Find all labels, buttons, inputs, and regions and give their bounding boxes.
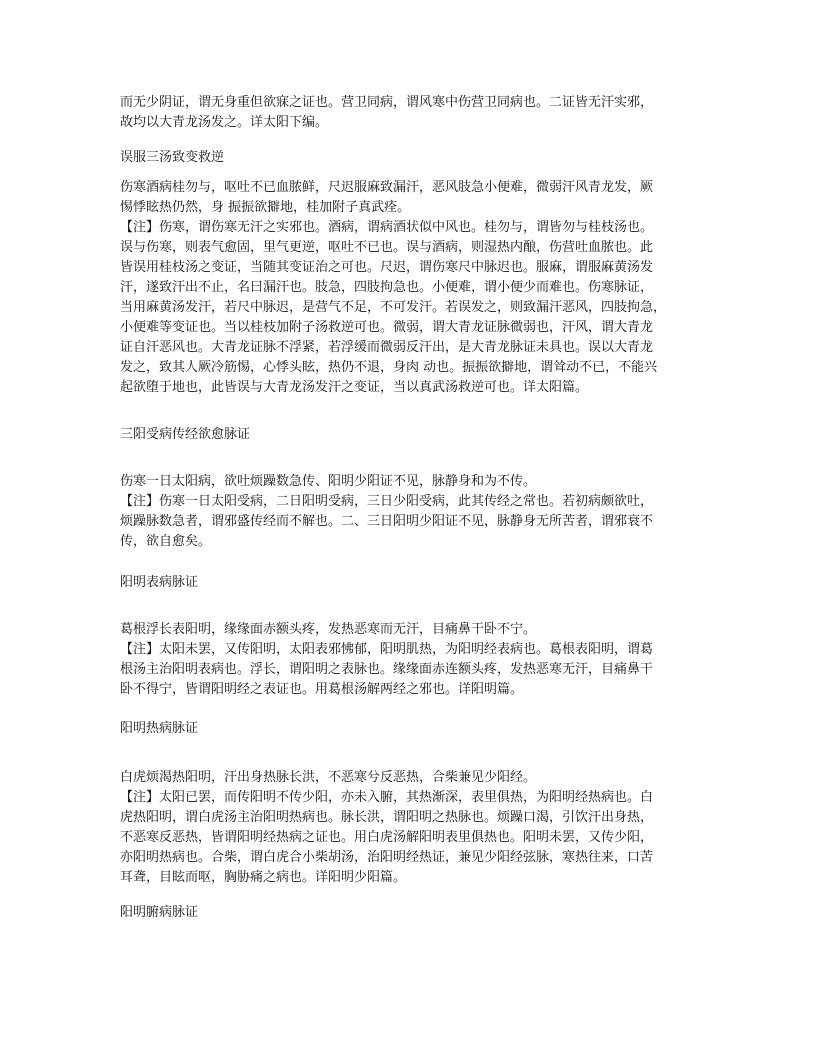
text-line: 传，欲自愈矣。	[120, 534, 212, 549]
text-line: 皆误用桂枝汤之变证，当随其变证治之可也。尺迟，谓伤寒尺中脉迟也。服麻，谓服麻黄汤发	[120, 260, 654, 275]
text-line: 烦躁脉数急者，谓邪盛传经而不解也。二、三日阳明少阳证不见，脉静身无所苦者，谓邪衰不	[120, 514, 654, 529]
text-line: 【注】伤寒一日太阳受病，二日阳明受病，三日少阳受病，此其传经之常也。若初病颇欲吐，	[120, 494, 654, 509]
text-line: 起欲堕于地也，此皆误与大青龙汤发汗之变证，当以真武汤救逆可也。详太阳篇。	[120, 380, 589, 395]
text-line: 卧不得宁，皆谓阳明经之表证也。用葛根汤解两经之邪也。详阳明篇。	[120, 682, 524, 697]
text-line: 伤寒酒病桂勿与，呕吐不已血脓鲜，尺迟服麻致漏汗，恶风肢急小便难，微弱汗风青龙发，厥	[120, 180, 654, 195]
text-line: 而无少阴证，谓无身重但欲寐之证也。营卫同病，谓风寒中伤营卫同病也。二证皆无汗实邪，	[120, 95, 654, 110]
section-heading: 阳明腑病脉证	[120, 905, 199, 920]
text-line: 不恶寒反恶热，皆谓阳明经热病之证也。用白虎汤解阳明表里俱热也。阳明未罢，又传少阳，	[120, 830, 654, 845]
section-heading: 阳明热病脉证	[120, 721, 199, 736]
paragraph	[120, 178, 720, 398]
text-line: 惕悸眩热仍然，身 振振欲擗地，桂加附子真武痊。	[120, 200, 411, 215]
paragraph	[120, 93, 720, 133]
text-line: 汗，遂致汗出不止，名曰漏汗也。肢急，四肢拘急也。小便难，谓小便少而难也。伤寒脉证，	[120, 280, 654, 295]
text-line: 虎热阳明，谓白虎汤主治阳明热病也。脉长洪，谓阳明之热脉也。烦躁口渴，引饮汗出身热，	[120, 810, 654, 825]
text-line: 误与伤寒，则表气愈固，里气更逆，呕吐不已也。误与酒病，则湿热内酿，伤营吐血脓也。此	[120, 240, 654, 255]
text-line: 发之，致其人厥冷筋惕，心悸头眩，热仍不退，身肉 动也。振振欲擗地，谓耸动不已，不能兴	[120, 360, 658, 375]
text-line: 耳聋，目眩而呕，胸胁痛之病也。详阳明少阳篇。	[120, 870, 407, 885]
text-line: 小便难等变证也。当以桂枝加附子汤救逆可也。微弱，谓大青龙证脉微弱也，汗风，谓大青龙	[120, 320, 654, 335]
paragraph	[120, 620, 720, 700]
text-line: 【注】太阳未罢，又传阳明，太阳表邪怫郁，阳明肌热，为阳明经表病也。葛根表阳明，谓葛	[120, 642, 654, 657]
text-line: 根汤主治阳明表病也。浮长，谓阳明之表脉也。缘缘面赤连额头疼，发热恶寒无汗，目痛鼻干	[120, 662, 654, 677]
section-heading: 阳明表病脉证	[120, 575, 199, 590]
section-heading: 三阳受病传经欲愈脉证	[120, 427, 251, 442]
text-line: 故均以大青龙汤发之。详太阳下编。	[120, 115, 329, 130]
text-line: 证自汗恶风也。大青龙证脉不浮紧，若浮缓而微弱反汗出，是大青龙脉证未具也。误以大青龙	[120, 340, 654, 355]
section-heading: 误服三汤致变救逆	[120, 150, 225, 165]
text-line: 【注】伤寒，谓伤寒无汗之实邪也。酒病，谓病酒状似中风也。桂勿与，谓皆勿与桂枝汤也。	[120, 220, 654, 235]
text-line: 伤寒一日太阳病，欲吐烦躁数急传、阳明少阳证不见，脉静身和为不传。	[120, 474, 537, 489]
text-line: 亦阳明热病也。合柴，谓白虎合小柴胡汤，治阳明经热证，兼见少阳经弦脉，寒热往来，口苦	[120, 850, 654, 865]
paragraph	[120, 472, 720, 552]
text-line: 白虎烦渴热阳明，汗出身热脉长洪，不恶寒兮反恶热，合柴兼见少阳经。	[120, 770, 537, 785]
paragraph	[120, 768, 720, 888]
text-line: 【注】太阳已罢，而传阳明不传少阳，亦未入腑，其热渐深，表里俱热，为阳明经热病也。白	[120, 790, 654, 805]
text-line: 当用麻黄汤发汗，若尺中脉迟，是营气不足，不可发汗。若误发之，则致漏汗恶风，四肢拘急，	[120, 300, 667, 315]
text-line: 葛根浮长表阳明，缘缘面赤额头疼，发热恶寒而无汗，目痛鼻干卧不宁。	[120, 622, 537, 637]
